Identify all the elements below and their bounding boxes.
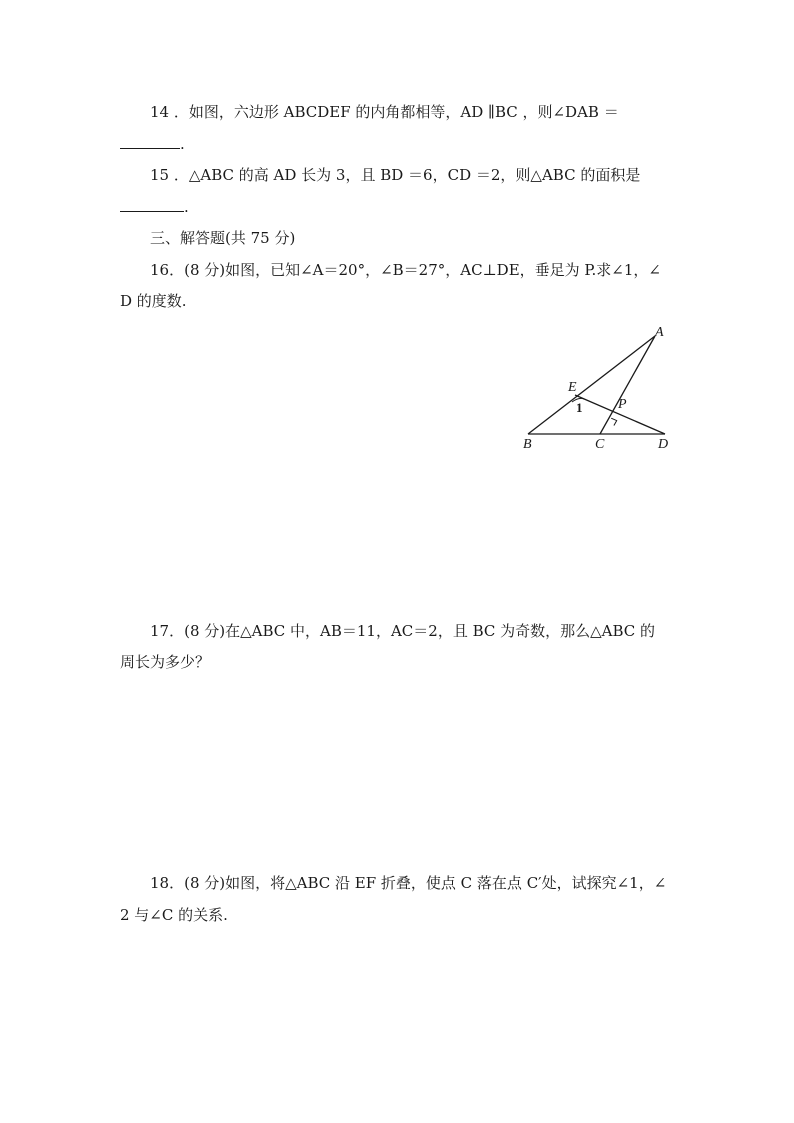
segment-ba [528, 336, 655, 434]
question-15-body: 15 ．△ABC 的高 AD 长为 3，且 BD ＝6，CD ＝2，则△ABC 的面积是 [150, 166, 641, 184]
label-p: P [618, 397, 627, 412]
label-c: C [595, 437, 605, 452]
question-17-line-2: 周长为多少？ [120, 653, 211, 671]
question-15-end: . [184, 198, 189, 216]
label-a: A [655, 325, 664, 340]
question-15-answer-line [120, 197, 189, 217]
section-heading: 三、解答题(共 75 分) [150, 229, 296, 247]
question-14-answer-line [120, 134, 185, 154]
label-angle-1: 1 [576, 400, 583, 415]
question-16-line-1: 16．(8 分)如图，已知∠A＝20°，∠B＝27°，AC⊥DE，垂足为 P.求∠1，∠ [150, 261, 661, 279]
question-14-body: 14 ．如图，六边形 ABCDEF 的内角都相等，AD ∥BC ，则∠DAB ＝ [150, 103, 619, 121]
segment-ca [600, 336, 655, 434]
question-14-text [150, 102, 619, 122]
question-17-line-1: 17．(8 分)在△ABC 中，AB＝11，AC＝2，且 BC 为奇数，那么△ABC 的 [150, 622, 656, 640]
right-angle-mark [611, 418, 617, 425]
label-e: E [568, 380, 577, 395]
answer-blank-14[interactable] [120, 134, 180, 149]
question-16-line-2: D 的度数. [120, 292, 187, 310]
question-18-line-1: 18．(8 分)如图，将△ABC 沿 EF 折叠，使点 C 落在点 C′处，试探究∠1，∠ [150, 874, 667, 892]
label-d: D [658, 437, 669, 452]
question-18-line-2: 2 与∠C 的关系. [120, 906, 228, 924]
question-15-text [150, 165, 640, 185]
question-14-end: . [180, 135, 185, 153]
triangle-figure-16 [515, 322, 685, 457]
answer-blank-15[interactable] [120, 197, 184, 212]
label-b: B [523, 437, 532, 452]
